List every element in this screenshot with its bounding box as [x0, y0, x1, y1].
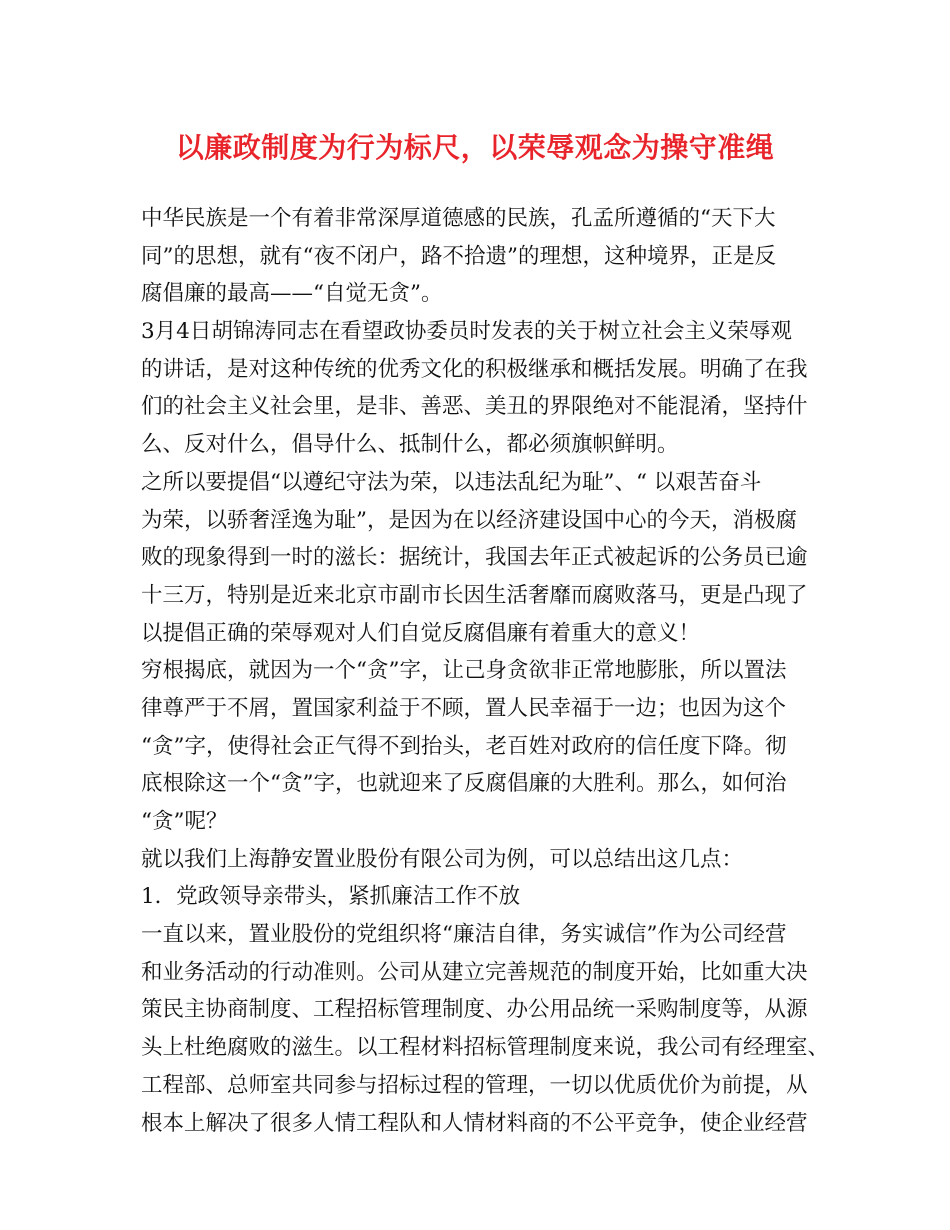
body-line: 腐倡廉的最高——“自觉无贪”。 [141, 281, 443, 307]
body-line: 同”的思想，就有“夜不闭户，路不拾遗”的理想，这种境界，正是反 [141, 243, 776, 269]
body-line: 3月4日胡锦涛同志在看望政协委员时发表的关于树立社会主义荣辱观 [141, 319, 792, 345]
body-line: 中华民族是一个有着非常深厚道德感的民族，孔孟所遵循的“天下大 [141, 206, 776, 231]
body-line: 就以我们上海静安置业股份有限公司为例，可以总结出这几点： [141, 846, 744, 872]
body-line: 十三万，特别是近来北京市副市长因生活奢靡而腐败落马，更是凸现了 [141, 582, 808, 608]
body-line: 一直以来，置业股份的党组织将“廉洁自律，务实诚信”作为公司经营 [141, 922, 787, 948]
body-line: “贪”呢？ [141, 809, 228, 834]
body-line: 败的现象得到一时的滋长：据统计，我国去年正式被起诉的公务员已逾 [141, 545, 808, 571]
body-line: 穷根揭底，就因为一个“贪”字，让己身贪欲非正常地膨胀，所以置法 [141, 658, 787, 684]
body-line: 之所以要提倡“以遵纪守法为荣，以违法乱纪为耻”、“ 以艰苦奋斗 [141, 469, 762, 495]
body-line: 根本上解决了很多人情工程队和人情材料商的不公平竞争，使企业经营 [141, 1110, 808, 1136]
body-line: 头上杜绝腐败的滋生。以工程材料招标管理制度来说，我公司有经理室、 [141, 1035, 830, 1061]
body-line: 以提倡正确的荣辱观对人们自觉反腐倡廉有着重大的意义！ [141, 620, 701, 646]
document-body [141, 200, 831, 1142]
body-line: 么、反对什么，倡导什么、抵制什么，都必须旗帜鲜明。 [141, 432, 679, 458]
body-line: 工程部、总师室共同参与招标过程的管理，一切以优质优价为前提，从 [141, 1072, 808, 1098]
body-line: 1．党政领导亲带头，紧抓廉洁工作不放 [141, 884, 521, 910]
body-line: “贪”字，使得社会正气得不到抬头，老百姓对政府的信任度下降。彻 [141, 733, 787, 759]
body-line: 策民主协商制度、工程招标管理制度、办公用品统一采购制度等，从源 [141, 997, 808, 1023]
body-line: 和业务活动的行动准则。公司从建立完善规范的制度开始，比如重大决 [141, 959, 808, 985]
document-title: 以廉政制度为行为标尺，以荣辱观念为操守准绳 [175, 131, 775, 164]
body-line: 们的社会主义社会里，是非、善恶、美丑的界限绝对不能混淆，坚持什 [141, 394, 808, 420]
body-line: 为荣，以骄奢淫逸为耻”，是因为在以经济建设国中心的今天，消极腐 [141, 507, 797, 533]
body-line: 底根除这一个“贪”字，也就迎来了反腐倡廉的大胜利。那么，如何治 [141, 771, 787, 797]
body-line: 律尊严于不屑，置国家利益于不顾，置人民幸福于一边；也因为这个 [141, 695, 787, 721]
body-line: 的讲话，是对这种传统的优秀文化的积极继承和概括发展。明确了在我 [141, 356, 808, 382]
